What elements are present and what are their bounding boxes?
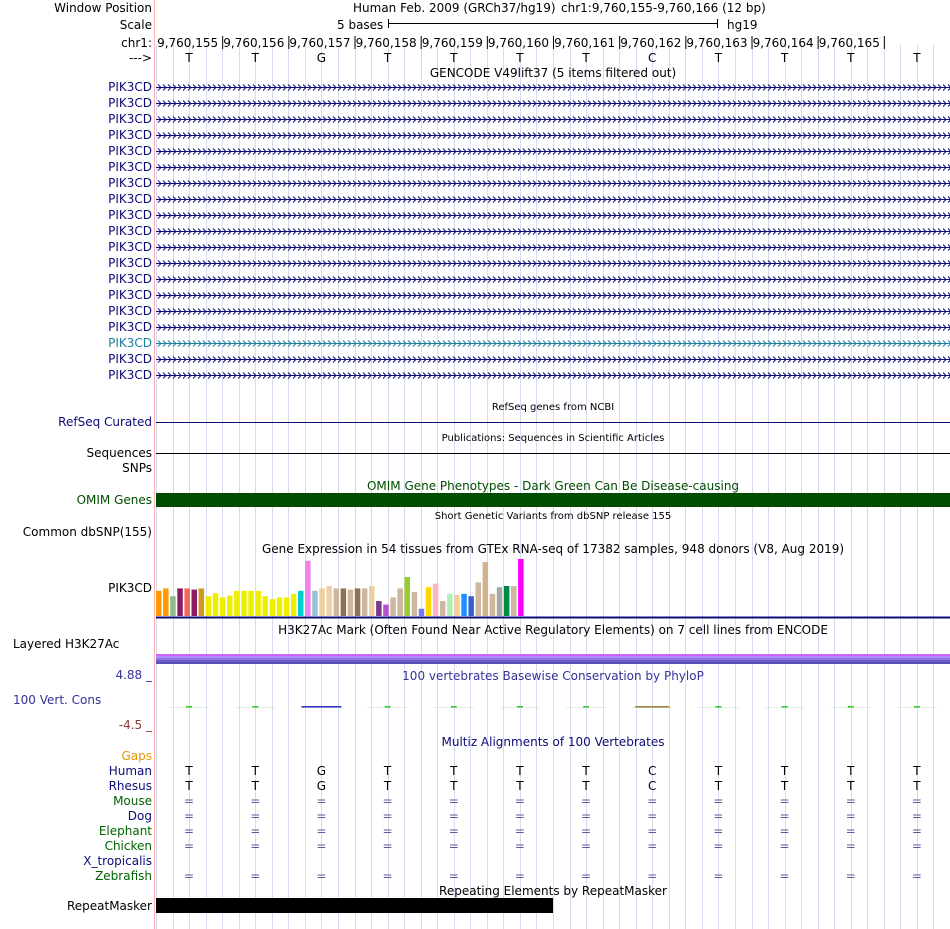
assembly-title: Human Feb. 2009 (GRCh37/hg19) <box>353 1 556 15</box>
multiz-base: = <box>448 824 459 838</box>
gtex-tissue-bar <box>447 594 453 616</box>
scale-bar-right-tick <box>717 19 718 28</box>
multiz-base: = <box>184 839 195 853</box>
h3k27ac-layer <box>156 654 950 656</box>
multiz-base: = <box>184 824 195 838</box>
repeatmasker-track-title: Repeating Elements by RepeatMasker <box>439 884 667 898</box>
sequences-label[interactable]: Sequences <box>86 446 152 460</box>
multiz-base: = <box>713 824 724 838</box>
ruler-base: T <box>450 51 458 65</box>
gtex-tissue-bar <box>270 599 276 616</box>
phylop-min-label: -4.5 _ <box>118 718 152 732</box>
ruler-coordinate: 9,760,161 <box>554 36 616 50</box>
multiz-species-label[interactable]: Zebrafish <box>95 869 152 883</box>
scale-label: Scale <box>119 18 152 32</box>
gtex-tissue-bar <box>248 591 254 616</box>
multiz-base: = <box>581 869 592 883</box>
gaps-label[interactable]: Gaps <box>121 749 152 763</box>
multiz-base: = <box>713 794 724 808</box>
multiz-species-label[interactable]: Rhesus <box>108 779 152 793</box>
common-dbsnp-label[interactable]: Common dbSNP(155) <box>22 525 152 539</box>
multiz-base: T <box>582 764 590 778</box>
multiz-track-title: Multiz Alignments of 100 Vertebrates <box>441 735 665 749</box>
gencode-item-label[interactable]: PIK3CD <box>108 288 152 302</box>
multiz-base: = <box>316 824 327 838</box>
multiz-base: = <box>250 839 261 853</box>
ruler-base: C <box>648 51 657 65</box>
gtex-tissue-bar <box>305 561 311 616</box>
label-column-divider <box>154 0 155 929</box>
h3k27ac-layer <box>156 660 950 662</box>
multiz-base: T <box>847 764 855 778</box>
gencode-track-title: GENCODE V49lift37 (5 items filtered out) <box>429 66 677 80</box>
gtex-tissue-bar <box>284 597 290 616</box>
gtex-tissue-bar <box>433 584 439 616</box>
multiz-base: T <box>847 779 855 793</box>
gencode-item-label[interactable]: PIK3CD <box>108 256 152 270</box>
scale-bar-left-tick <box>388 19 389 28</box>
multiz-base: = <box>514 839 525 853</box>
window-position-label: Window Position <box>54 1 152 15</box>
gtex-tissue-bar <box>334 588 340 616</box>
multiz-base: = <box>250 824 261 838</box>
gencode-item-label[interactable]: PIK3CD <box>108 144 152 158</box>
multiz-base: T <box>251 764 259 778</box>
gencode-item-label[interactable]: PIK3CD <box>108 368 152 382</box>
gtex-tissue-bar <box>419 609 425 616</box>
gencode-item-label[interactable]: PIK3CD <box>108 272 152 286</box>
gencode-item-label[interactable]: PIK3CD <box>108 320 152 334</box>
refseq-track-title: RefSeq genes from NCBI <box>491 402 615 413</box>
gencode-item-label[interactable]: PIK3CD <box>108 80 152 94</box>
multiz-base: = <box>713 839 724 853</box>
multiz-base: = <box>779 839 790 853</box>
gtex-tissue-bar <box>206 596 212 616</box>
multiz-base: = <box>779 824 790 838</box>
multiz-base: C <box>648 779 657 793</box>
ruler-coordinate: 9,760,158 <box>355 36 417 50</box>
gtex-gene-label[interactable]: PIK3CD <box>108 581 152 595</box>
multiz-base: T <box>185 779 193 793</box>
gtex-tissue-bar <box>490 594 496 616</box>
ruler-base: T <box>516 51 524 65</box>
ruler-coordinate: 9,760,165 <box>818 36 880 50</box>
multiz-base: = <box>845 794 856 808</box>
omim-phenotype-bar <box>156 493 950 507</box>
gtex-tissue-bar <box>163 588 169 616</box>
multiz-base: = <box>514 824 525 838</box>
multiz-base: = <box>911 824 922 838</box>
ruler-base: T <box>185 51 193 65</box>
ruler-coordinate: 9,760,162 <box>620 36 682 50</box>
multiz-base: T <box>714 764 723 778</box>
gtex-tissue-bar <box>504 586 510 616</box>
chr-label: chr1: <box>121 36 152 50</box>
multiz-base: = <box>316 839 327 853</box>
publications-track-title: Publications: Sequences in Scientific Articles <box>441 433 665 444</box>
gtex-tissue-bar <box>241 591 247 616</box>
ruler-base: T <box>847 51 855 65</box>
gtex-tissue-bar <box>355 588 361 616</box>
gtex-tissue-bar <box>454 595 460 616</box>
multiz-base: = <box>779 794 790 808</box>
multiz-base: = <box>316 809 327 823</box>
multiz-base: = <box>514 794 525 808</box>
multiz-base: C <box>648 764 657 778</box>
gencode-item-label[interactable]: PIK3CD <box>108 224 152 238</box>
strand-arrow-label: ---> <box>128 51 152 65</box>
multiz-base: = <box>250 869 261 883</box>
multiz-base: = <box>184 794 195 808</box>
gtex-tissue-bar <box>234 591 240 616</box>
gencode-item-label[interactable]: PIK3CD <box>108 304 152 318</box>
gtex-tissue-bar <box>298 591 304 616</box>
ruler-base: T <box>383 51 392 65</box>
multiz-base: T <box>383 764 392 778</box>
gtex-tissue-bar <box>476 582 482 616</box>
multiz-base: = <box>779 809 790 823</box>
multiz-base: = <box>581 839 592 853</box>
multiz-species-label[interactable]: Chicken <box>104 839 152 853</box>
gtex-tissue-bar <box>497 587 503 616</box>
multiz-base: T <box>913 779 921 793</box>
gencode-item-label[interactable]: PIK3CD <box>108 160 152 174</box>
gtex-tissue-bar <box>312 591 318 616</box>
ruler-base: T <box>913 51 921 65</box>
multiz-base: = <box>184 869 195 883</box>
h3k27ac-layer <box>156 662 950 664</box>
multiz-base: = <box>448 839 459 853</box>
multiz-species-label[interactable]: Mouse <box>113 794 152 808</box>
multiz-base: T <box>714 779 723 793</box>
gtex-tissue-bar <box>483 562 489 616</box>
refseq-curated-label[interactable]: RefSeq Curated <box>58 415 152 429</box>
multiz-base: = <box>779 869 790 883</box>
ruler-coordinate: 9,760,157 <box>289 36 351 50</box>
position-text: chr1:9,760,155-9,760,166 (12 bp) <box>561 1 766 15</box>
gtex-tissue-bar <box>319 588 325 616</box>
ruler-base: G <box>316 51 327 65</box>
gtex-tissue-bar <box>277 597 283 616</box>
multiz-base: G <box>316 779 327 793</box>
multiz-base: T <box>185 764 193 778</box>
gtex-tissue-bar <box>192 590 198 616</box>
multiz-base: = <box>647 809 658 823</box>
h3k27ac-layer <box>156 656 950 658</box>
gtex-tissue-bar <box>291 594 297 616</box>
gencode-item-label[interactable]: PIK3CD <box>108 352 152 366</box>
multiz-base: = <box>581 794 592 808</box>
multiz-base: = <box>316 869 327 883</box>
multiz-base: = <box>911 839 922 853</box>
layered-h3k27ac-label[interactable]: Layered H3K27Ac <box>13 637 120 651</box>
multiz-base: = <box>184 809 195 823</box>
multiz-base: = <box>911 869 922 883</box>
multiz-base: = <box>382 869 393 883</box>
multiz-base: T <box>780 764 789 778</box>
gtex-tissue-bar <box>227 596 233 616</box>
gencode-item-label[interactable]: PIK3CD <box>108 96 152 110</box>
gtex-tissue-bar <box>511 586 517 616</box>
ruler-coordinate: 9,760,159 <box>421 36 483 50</box>
gtex-tissue-bar <box>383 605 389 616</box>
multiz-base: T <box>251 779 259 793</box>
dbsnp-track-title: Short Genetic Variants from dbSNP release 155 <box>434 511 672 522</box>
multiz-base: = <box>514 869 525 883</box>
gtex-tissue-bar <box>426 587 432 616</box>
multiz-base: T <box>582 779 590 793</box>
repeatmasker-element <box>156 898 553 913</box>
multiz-base: = <box>514 809 525 823</box>
snps-label[interactable]: SNPs <box>122 461 152 475</box>
multiz-base: T <box>383 779 392 793</box>
gtex-tissue-bar <box>170 596 176 616</box>
gtex-tissue-bar <box>412 592 418 616</box>
multiz-species-label[interactable]: X_tropicalis <box>83 854 152 868</box>
multiz-base: = <box>845 809 856 823</box>
gtex-tissue-bar <box>376 601 382 616</box>
ruler-base: T <box>251 51 259 65</box>
ruler-base: T <box>714 51 723 65</box>
gtex-tissue-bar <box>348 590 354 616</box>
ruler-coordinate: 9,760,156 <box>223 36 285 50</box>
gtex-tissue-bar <box>184 588 190 616</box>
multiz-species-label[interactable]: Human <box>108 764 152 778</box>
gtex-tissue-bar <box>397 588 403 616</box>
gencode-item-label[interactable]: PIK3CD <box>108 128 152 142</box>
multiz-base: = <box>845 824 856 838</box>
gtex-track-title: Gene Expression in 54 tissues from GTEx RNA-seq of 17382 samples, 948 donors (V8, Aug 2019) <box>261 542 845 556</box>
gtex-tissue-bar <box>341 588 347 616</box>
ruler-base: T <box>780 51 789 65</box>
multiz-base: = <box>382 839 393 853</box>
multiz-base: = <box>647 839 658 853</box>
ruler-coordinate: 9,760,164 <box>752 36 814 50</box>
scale-text: 5 bases <box>337 18 384 32</box>
gtex-tissue-bar <box>405 577 411 616</box>
multiz-base: T <box>516 764 524 778</box>
ruler-coordinate: 9,760,163 <box>686 36 748 50</box>
multiz-base: T <box>913 764 921 778</box>
multiz-base: = <box>382 809 393 823</box>
gtex-tissue-bar <box>255 591 261 616</box>
multiz-base: T <box>780 779 789 793</box>
gtex-tissue-bar <box>369 586 375 616</box>
multiz-base: = <box>448 794 459 808</box>
multiz-base: = <box>647 824 658 838</box>
gtex-tissue-bar <box>220 597 226 616</box>
gtex-tissue-bar <box>177 588 183 616</box>
gencode-item-label[interactable]: PIK3CD <box>108 336 152 350</box>
gtex-tissue-bar <box>440 601 446 616</box>
gtex-tissue-bar <box>468 596 474 616</box>
gtex-tissue-bar <box>156 591 162 616</box>
multiz-base: = <box>382 824 393 838</box>
multiz-species-label[interactable]: Elephant <box>98 824 152 838</box>
gtex-tissue-bar <box>518 559 524 616</box>
repeatmasker-label[interactable]: RepeatMasker <box>66 899 152 913</box>
multiz-base: = <box>845 869 856 883</box>
multiz-base: = <box>911 794 922 808</box>
multiz-base: = <box>250 809 261 823</box>
multiz-species-label[interactable]: Dog <box>127 809 152 823</box>
gtex-tissue-bar <box>213 593 219 616</box>
multiz-base: = <box>647 869 658 883</box>
multiz-base: = <box>581 809 592 823</box>
multiz-base: = <box>316 794 327 808</box>
h3k27ac-layer <box>156 658 950 660</box>
gtex-tissue-bar <box>263 596 269 616</box>
gencode-item-label[interactable]: PIK3CD <box>108 208 152 222</box>
multiz-base: = <box>448 869 459 883</box>
multiz-base: = <box>448 809 459 823</box>
multiz-base: T <box>516 779 524 793</box>
gencode-item-label[interactable]: PIK3CD <box>108 240 152 254</box>
multiz-base: G <box>316 764 327 778</box>
scale-bar <box>388 23 718 24</box>
gtex-tissue-bar <box>390 597 396 616</box>
multiz-base: = <box>581 824 592 838</box>
ruler-coordinate: 9,760,155 <box>157 36 219 50</box>
multiz-base: = <box>713 869 724 883</box>
gtex-tissue-bar <box>362 588 368 616</box>
multiz-base: T <box>450 779 458 793</box>
db-text: hg19 <box>727 18 758 32</box>
gencode-item-label[interactable]: PIK3CD <box>108 192 152 206</box>
gencode-item-label[interactable]: PIK3CD <box>108 176 152 190</box>
ruler-base: T <box>582 51 590 65</box>
gtex-tissue-bar <box>199 588 205 616</box>
gtex-tissue-bar <box>461 594 467 616</box>
multiz-base: = <box>647 794 658 808</box>
gtex-tissue-bar <box>326 586 332 616</box>
ruler-coordinate: 9,760,160 <box>487 36 549 50</box>
multiz-base: = <box>382 794 393 808</box>
h3k27ac-track-title: H3K27Ac Mark (Often Found Near Active Regulatory Elements) on 7 cell lines from ENCODE <box>278 623 828 637</box>
multiz-base: = <box>250 794 261 808</box>
phylop-max-label: 4.88 _ <box>115 668 152 682</box>
multiz-base: T <box>450 764 458 778</box>
multiz-base: = <box>911 809 922 823</box>
gencode-item-label[interactable]: PIK3CD <box>108 112 152 126</box>
phylop-track-title: 100 vertebrates Basewise Conservation by PhyloP <box>402 669 704 683</box>
multiz-base: = <box>713 809 724 823</box>
omim-track-title: OMIM Gene Phenotypes - Dark Green Can Be Disease-causing <box>366 479 740 493</box>
vert-cons-label[interactable]: 100 Vert. Cons <box>13 693 102 707</box>
omim-genes-label[interactable]: OMIM Genes <box>76 493 152 507</box>
multiz-base: = <box>845 839 856 853</box>
